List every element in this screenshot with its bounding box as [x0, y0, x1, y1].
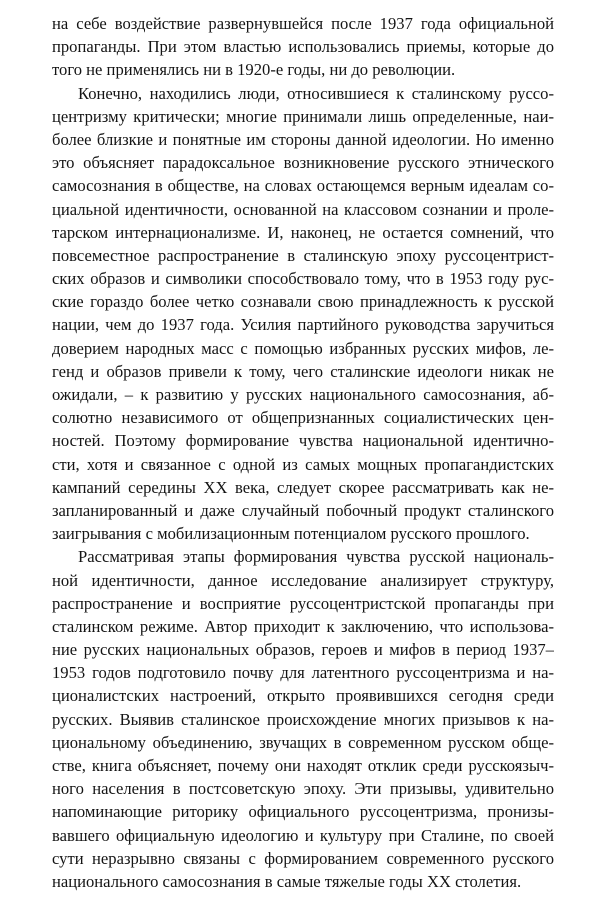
- paragraph-2: [52, 82, 554, 546]
- text-line: на себе воздействие развернувшейся после 1937 года официальной: [52, 14, 554, 33]
- text-line: самосознания в обществе, на словах остающемся верным идеалам со-: [52, 176, 554, 196]
- text-line: стве, книга объясняет, почему они находят отклик среди русскоязыч-: [52, 756, 554, 775]
- text-line: напоминающие риторику официального руссоцентризма, пронизы-: [52, 802, 554, 822]
- text-line: ностей. Поэтому формирование чувства национальной идентично-: [52, 431, 554, 451]
- text-line: это объясняет парадоксальное возникновение русского этнического: [52, 153, 554, 173]
- text-line: ного населения в постсоветскую эпоху. Эти призывы, удивительно: [52, 779, 554, 799]
- body-text: [52, 12, 554, 893]
- text-line: пропаганды. При этом властью использовались приемы, которые до: [52, 37, 554, 57]
- text-line: повсеместное распространение в сталинскую эпоху руссоцентрист-: [52, 245, 554, 265]
- text-line: того не применялись ни в 1920-е годы, ни до революции.: [52, 60, 456, 80]
- paragraph-1: [52, 12, 554, 82]
- text-line: запланированный и даже случайный побочный продукт сталинского: [52, 500, 554, 520]
- text-line: сталинском режиме. Автор приходит к заключению, что использова-: [52, 616, 554, 636]
- text-line: сути неразрывно связаны с формированием современного русского: [52, 848, 554, 868]
- text-line: генд и образов привели к тому, чего сталинские идеологи никак не: [52, 361, 554, 381]
- text-line: ционалистских настроений, открыто проявившихся сегодня среди: [52, 686, 554, 706]
- text-line: центризму критически; многие принимали лишь определенные, наи-: [52, 106, 554, 126]
- text-line: ние русских национальных образов, героев и мифов в период 1937–: [52, 640, 554, 660]
- text-line: 1953 годов подготовило почву для латентного руссоцентризма и на-: [52, 663, 554, 683]
- text-line: ной идентичности, данное исследование анализирует структуру,: [52, 570, 554, 590]
- text-line: Рассматривая этапы формирования чувства русской националь-: [78, 547, 554, 567]
- text-line: кампаний середины XX века, следует скорее рассматривать как не-: [52, 477, 554, 497]
- text-line: доверием народных масс с помощью избранных русских мифов, ле-: [52, 338, 554, 358]
- paragraph-3: [52, 545, 554, 893]
- text-line: ские гораздо более четко сознавали свою принадлежность к русской: [52, 292, 554, 312]
- text-line: более близкие и понятные им стороны данной идеологии. Но именно: [52, 129, 554, 149]
- text-line: тарском интернационализме. И, наконец, не остается сомнений, что: [52, 222, 554, 242]
- text-line: циальной идентичности, основанной на классовом сознании и проле-: [52, 199, 554, 219]
- text-line: Конечно, находились люди, относившиеся к сталинскому руссо-: [78, 83, 554, 103]
- text-line: ских образов и символики способствовало тому, что в 1953 году рус-: [52, 269, 554, 289]
- text-line: нации, чем до 1937 года. Усилия партийного руководства заручиться: [52, 315, 554, 335]
- text-line: циональному объединению, звучащих в современном русском обще-: [52, 732, 554, 752]
- text-line: национального самосознания в самые тяжелые годы XX столетия.: [52, 871, 522, 891]
- text-line: русских. Выявив сталинское происхождение многих призывов к на-: [52, 709, 554, 729]
- text-line: распространение и восприятие руссоцентристской пропаганды при: [52, 593, 554, 613]
- text-line: заигрывания с мобилизационным потенциалом русского прошлого.: [52, 524, 530, 544]
- text-line: вавшего официальную идеологию и культуру при Сталине, по своей: [52, 825, 554, 845]
- text-line: солютно независимого от общепризнанных социалистических цен-: [52, 408, 554, 428]
- text-line: сти, хотя и связанное с одной из самых мощных пропагандистских: [52, 454, 554, 474]
- text-line: ожидали, – к развитию у русских национального самосознания, аб-: [52, 385, 554, 404]
